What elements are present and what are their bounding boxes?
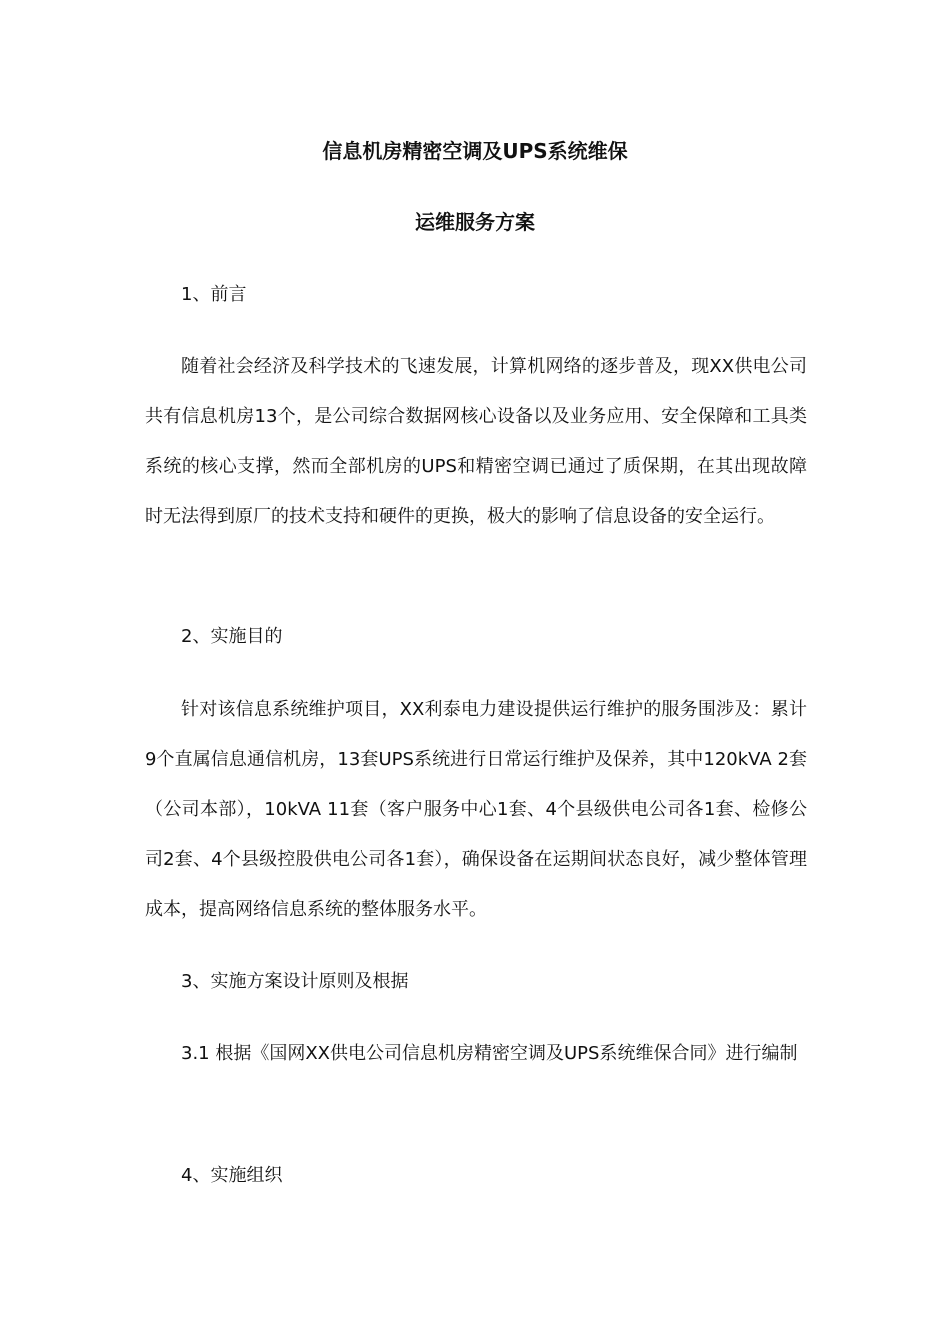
document-title-line2: 运维服务方案 — [415, 210, 535, 234]
document-title-line1: 信息机房精密空调及UPS系统维保 — [322, 139, 628, 163]
section-heading-3: 3、实施方案设计原则及根据 — [181, 971, 409, 992]
section-paragraph-2: 针对该信息系统维护项目，XX利泰电力建设提供运行维护的服务围涉及：累计9个直属信息通信机房，13套UPS系统进行日常运行维护及保养，其中120kVA 2套（公司本部），10kVA 11套（客户服务中心1套、4个县级供电公司各1套、检修公司2套、4个县级控股供电公司各1套），确保设备在运期间状态良好，减少整体管理成本，提高网络信息系统的整体服务水平。 — [145, 699, 807, 920]
section-heading-1: 1、前言 — [181, 284, 247, 305]
section-paragraph-1: 随着社会经济及科学技术的飞速发展，计算机网络的逐步普及，现XX供电公司共有信息机房13个，是公司综合数据网核心设备以及业务应用、安全保障和工具类系统的核心支撑，然而全部机房的UPS和精密空调已通过了质保期，在其出现故障时无法得到原厂的技术支持和硬件的更换，极大的影响了信息设备的安全运行。 — [145, 356, 807, 527]
section-heading-2: 2、实施目的 — [181, 626, 283, 647]
section-heading-4: 4、实施组织 — [181, 1165, 283, 1186]
section-paragraph-3: 3.1 根据《国网XX供电公司信息机房精密空调及UPS系统维保合同》进行编制 — [181, 1043, 798, 1064]
